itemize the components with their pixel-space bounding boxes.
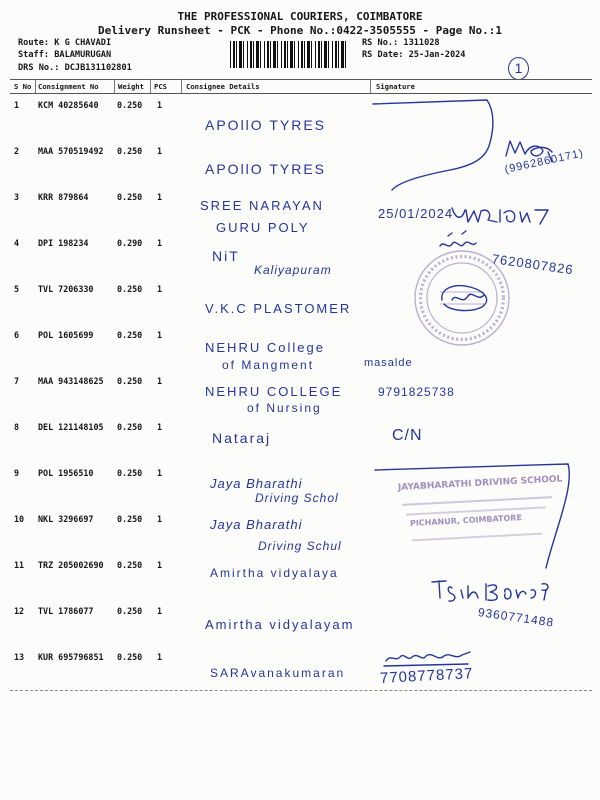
consignee-name-line: Jaya Bharathi (210, 517, 303, 532)
route-info: Route: K G CHAVADI (18, 38, 112, 48)
consignment-number: MAA 570519492 (38, 146, 104, 156)
consignment-number: TRZ 205002690 (38, 560, 104, 570)
row-serial-number: 2 (14, 146, 20, 156)
consignee-name-line: Nataraj (212, 430, 272, 446)
pieces-count: 1 (157, 376, 163, 386)
row-serial-number: 7 (14, 376, 20, 386)
seal-lettering-ring (421, 257, 504, 340)
consignee-name-line: SARAvanakumaran (210, 666, 346, 680)
pieces-count: 1 (157, 238, 163, 248)
staff-info: Staff: BALAMURUGAN (18, 50, 112, 60)
consignment-number: DEL 121148105 (38, 422, 104, 432)
column-header-consignment: Consignment No (38, 82, 99, 91)
seal-center-lines (440, 292, 484, 304)
consignment-number: TVL 1786077 (38, 606, 94, 616)
weight-value: 0.250 (117, 192, 143, 202)
rs-number: RS No.: 1311028 (362, 38, 440, 48)
signature-note: C/N (392, 427, 423, 444)
pieces-count: 1 (157, 606, 163, 616)
pieces-count: 1 (157, 330, 163, 340)
pieces-count: 1 (157, 468, 163, 478)
column-header-sno: S No (14, 82, 32, 91)
signature-scribble (440, 231, 476, 246)
row-serial-number: 11 (14, 560, 25, 570)
weight-value: 0.250 (117, 606, 143, 616)
signature-scribble (442, 286, 487, 311)
seal-outer-ring (415, 251, 509, 345)
pieces-count: 1 (157, 192, 163, 202)
company-title: THE PROFESSIONAL COURIERS, COIMBATORE (177, 10, 423, 23)
weight-value: 0.290 (117, 238, 143, 248)
round-seal-stamp (415, 251, 509, 345)
pieces-count: 1 (157, 146, 163, 156)
column-header-signature: Signature (376, 82, 415, 91)
row-serial-number: 10 (14, 514, 25, 524)
column-header-weight: Weight (118, 82, 144, 91)
row-serial-number: 4 (14, 238, 20, 248)
signature-scribble (506, 141, 552, 162)
weight-value: 0.250 (117, 652, 143, 662)
row-serial-number: 12 (14, 606, 25, 616)
rs-date: RS Date: 25-Jan-2024 (362, 50, 466, 60)
consignee-name-line: Amirtha vidyalaya (210, 566, 339, 580)
consignee-name-line: NEHRU COLLEGE (205, 384, 343, 399)
pieces-count: 1 (157, 514, 163, 524)
row-serial-number: 8 (14, 422, 20, 432)
signature-bracket (373, 100, 493, 190)
weight-value: 0.250 (117, 330, 143, 340)
weight-value: 0.250 (117, 100, 143, 110)
signature-scribble (432, 581, 548, 601)
consignee-name-line: Driving Schol (255, 491, 339, 505)
weight-value: 0.250 (117, 560, 143, 570)
consignee-name-line: NEHRU College (205, 340, 325, 355)
signature-note: 9791825738 (378, 385, 455, 399)
consignee-name-line: APOllO TYRES (205, 117, 326, 133)
row-serial-number: 13 (14, 652, 25, 662)
consignment-number: NKL 3296697 (38, 514, 94, 524)
consignment-number: TVL 7206330 (38, 284, 94, 294)
stamp-line: PICHANUR, COIMBATORE (409, 513, 523, 528)
consignment-number: KRR 879864 (38, 192, 89, 202)
consignee-name-line: Kaliyapuram (254, 263, 332, 277)
row-serial-number: 9 (14, 468, 20, 478)
row-serial-number: 6 (14, 330, 20, 340)
pieces-count: 1 (157, 652, 163, 662)
consignment-number: POL 1956510 (38, 468, 94, 478)
stamp-line: JAYABHARATHI DRIVING SCHOOL (397, 474, 563, 493)
consignee-name-line: NiT (212, 248, 240, 264)
weight-value: 0.250 (117, 376, 143, 386)
signature-note: 7620807826 (490, 251, 575, 278)
consignment-number: POL 1605699 (38, 330, 94, 340)
signature-scribble (452, 208, 548, 224)
weight-value: 0.250 (117, 514, 143, 524)
pieces-count: 1 (157, 422, 163, 432)
weight-value: 0.250 (117, 284, 143, 294)
consignee-name-line: GURU POLY (216, 220, 310, 235)
signature-scribble (384, 652, 470, 666)
pieces-count: 1 (157, 100, 163, 110)
consignee-name-line: of Nursing (247, 401, 322, 415)
column-header-pcs: PCS (154, 82, 167, 91)
consignee-name-line: of Mangment (222, 358, 315, 372)
signature-note: (9962860171) (503, 147, 585, 176)
consignee-name-line: Jaya Bharathi (210, 476, 303, 491)
row-serial-number: 1 (14, 100, 20, 110)
consignment-number: KCM 40285640 (38, 100, 99, 110)
row-serial-number: 3 (14, 192, 20, 202)
runsheet-heading: Delivery Runsheet - PCK - Phone No.:0422-3505555 - Page No.:1 (98, 24, 502, 37)
pieces-count: 1 (157, 560, 163, 570)
signature-note: 7708778737 (379, 665, 474, 687)
column-header-consignee: Consignee Details (186, 82, 260, 91)
pieces-count: 1 (157, 284, 163, 294)
consignee-name-line: APOllO TYRES (205, 161, 326, 177)
consignment-number: KUR 695796851 (38, 652, 104, 662)
drs-number: DRS No.: DCJB131102801 (18, 63, 132, 73)
consignment-number: DPI 198234 (38, 238, 89, 248)
weight-value: 0.250 (117, 468, 143, 478)
row-serial-number: 5 (14, 284, 20, 294)
consignee-name-line: Driving Schul (258, 539, 342, 553)
consignee-name-line: V.K.C PLASTOMER (205, 301, 352, 316)
circled-page-mark: 1 (508, 57, 529, 80)
signature-note: 25/01/2024 (378, 206, 454, 221)
signature-note: masalde (364, 357, 413, 369)
weight-value: 0.250 (117, 422, 143, 432)
weight-value: 0.250 (117, 146, 143, 156)
consignee-name-line: Amirtha vidyalayam (205, 617, 355, 632)
consignee-name-line: SREE NARAYAN (200, 198, 324, 213)
consignment-number: MAA 943148625 (38, 376, 104, 386)
signature-note: 9360771488 (477, 605, 555, 630)
